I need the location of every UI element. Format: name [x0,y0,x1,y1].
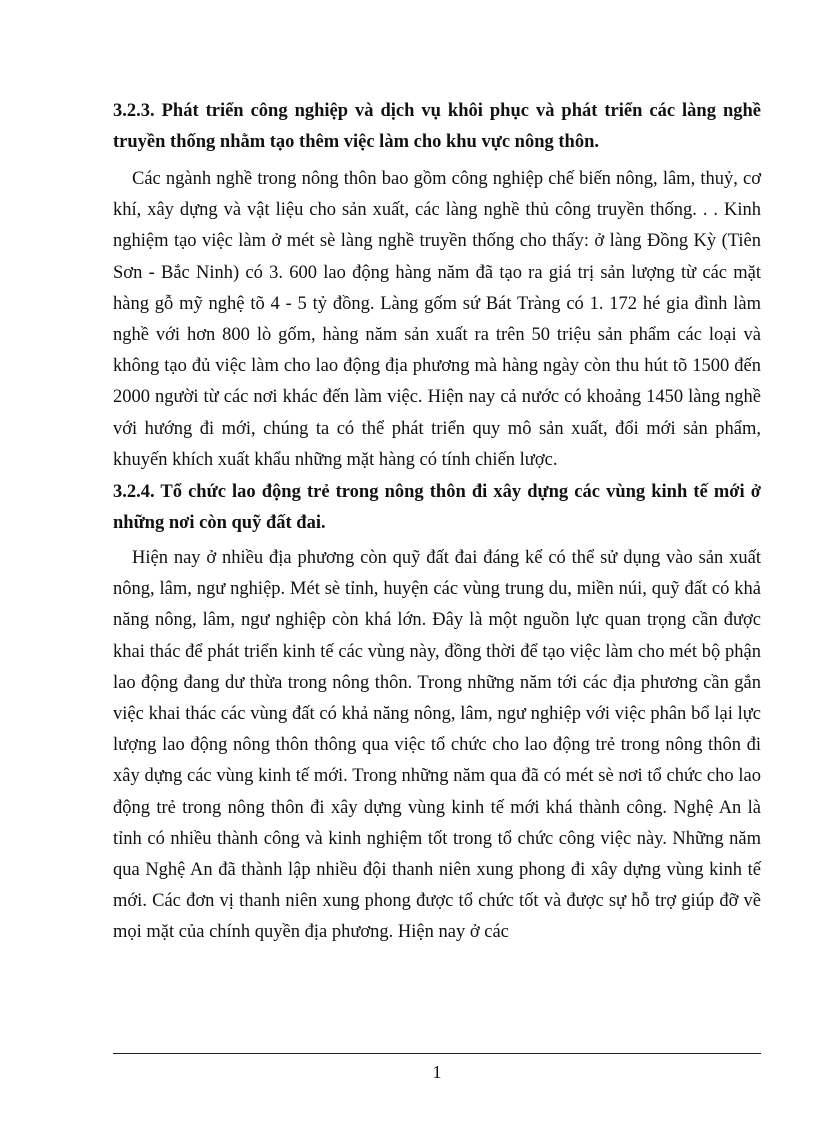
section-heading-3-2-3: 3.2.3. Phát triển công nghiệp và dịch vụ khôi phục và phát triển các làng nghề truyền thống nhằm tạo thêm việc làm cho khu vực nông thôn. [113,101,761,152]
body-paragraph-3-2-4: Hiện nay ở nhiều địa phương còn quỹ đất đai đáng kể có thể sử dụng vào sản xuất nông, lâm, ngư nghiệp. Mét sè tỉnh, huyện các vùng trung du, miền núi, quỹ đất có khả năng nông, lâm, ngư nghiệp còn khá lớn. Đây là một nguồn lực quan trọng cần được khai thác để phát triển kinh tế các vùng này, đồng thời để tạo việc làm cho mét bộ phận lao động đang dư thừa trong nông thôn. Trong những năm tới các địa phương cần gắn việc khai thác các vùng đất có khả năng nông, lâm, ngư nghiệp với việc phân bổ lại lực lượng lao động nông thôn thông qua việc tổ chức cho lao động trẻ trong nông thôn đi xây dựng các vùng kinh tế mới. Trong những năm qua đã có mét sè nơi tổ chức cho lao động trẻ trong nông thôn đi xây dựng vùng kinh tế mới khá thành công. Nghệ An là tỉnh có nhiều thành công và kinh nghiệm tốt trong tổ chức công việc này. Những năm qua Nghệ An đã thành lập nhiều đội thanh niên xung phong đi xây dựng vùng kinh tế mới. Các đơn vị thanh niên xung phong được tổ chức tốt và được sự hỗ trợ giúp đỡ về mọi mặt của chính quyền địa phương. Hiện nay ở các [113,548,761,943]
footer-divider [113,1053,761,1054]
body-paragraph-3-2-3: Các ngành nghề trong nông thôn bao gồm công nghiệp chế biến nông, lâm, thuỷ, cơ khí, xây dựng và vật liệu cho sản xuất, các làng nghề thủ công truyền thống. . . Kinh nghiệm tạo việc làm ở mét sè làng nghề truyền thống cho thấy: ở làng Đồng Kỳ (Tiên Sơn - Bắc Ninh) có 3. 600 lao động hàng năm đã tạo ra giá trị sản lượng từ các mặt hàng gỗ mỹ nghệ tõ 4 - 5 tỷ đồng. Làng gốm sứ Bát Tràng có 1. 172 hé gia đình làm nghề với hơn 800 lò gốm, hàng năm sản xuất ra trên 50 triệu sản phẩm các loại và không tạo đủ việc làm cho lao động địa phương mà hàng ngày còn thu hút tõ 1500 đến 2000 người từ các nơi khác đến làm việc. Hiện nay cả nước có khoảng 1450 làng nghề với hướng đi mới, chúng ta có thể phát triển quy mô sản xuất, đổi mới sản phẩm, khuyến khích xuất khẩu những mặt hàng có tính chiến lược. [113,169,761,470]
document-page [113,96,761,949]
section-heading-3-2-4: 3.2.4. Tổ chức lao động trẻ trong nông thôn đi xây dựng các vùng kinh tế mới ở những nơi còn quỹ đất đai. [113,482,761,534]
page-number: 1 [432,1062,442,1082]
